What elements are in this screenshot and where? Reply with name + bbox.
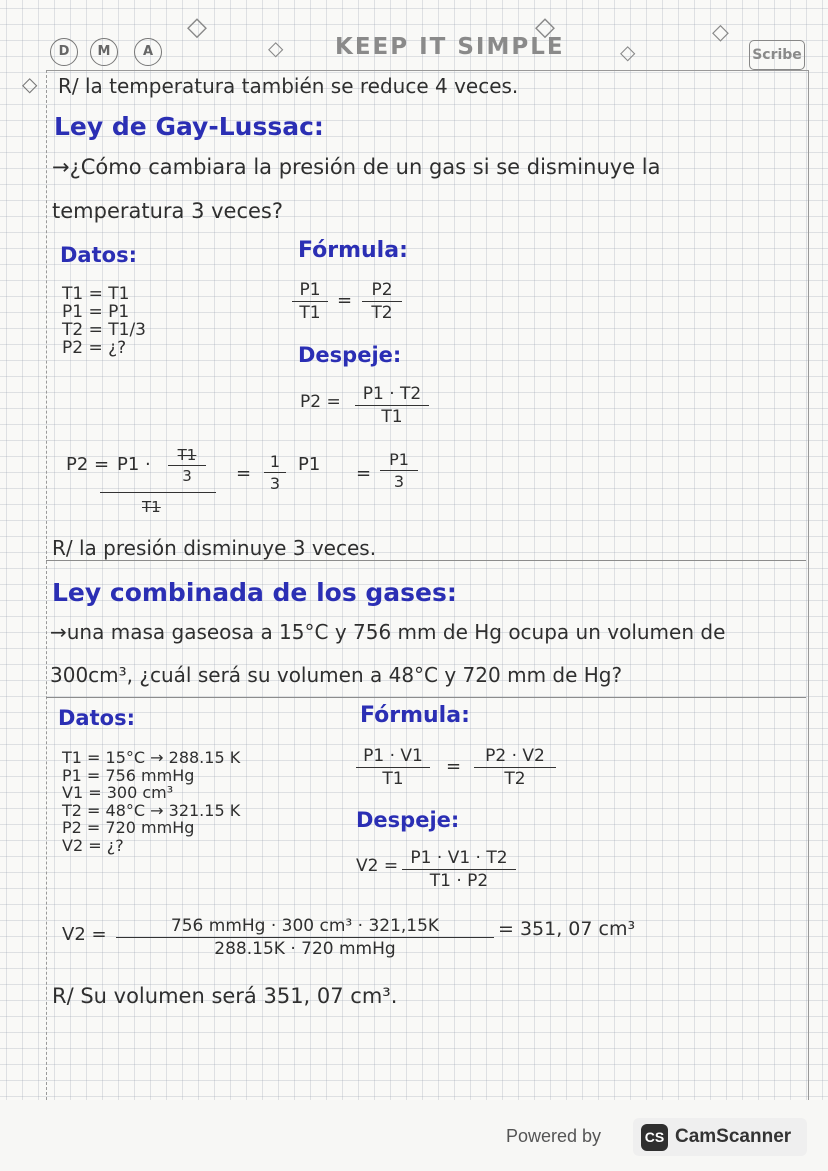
gl-formula-den-right: T2 (371, 303, 393, 323)
gl-solve-inner-top: T1 (177, 446, 197, 464)
gl-solve-den: T1 (142, 498, 161, 516)
gl-solve-mid-var: P1 (298, 454, 321, 475)
gl-formula-equals: = (337, 290, 353, 311)
cg-solve-fraction (116, 916, 494, 959)
dato-p1: P1 = 756 mmHg (62, 765, 195, 785)
gl-solve-inner-bot: 3 (182, 467, 192, 485)
dato-t2: T2 = 48°C → 321.15 K (62, 800, 241, 820)
cg-formula-den-right: T2 (504, 769, 526, 789)
gay-lussac-datos-list (62, 285, 146, 357)
gl-solve-inner-fraction (168, 446, 206, 485)
gl-solve-num-a: P1 · (117, 454, 151, 475)
cg-solve-den: 288.15K · 720 mmHg (214, 939, 396, 959)
scribe-badge: Scribe (749, 40, 805, 70)
gl-solve-mid-num: 1 (269, 452, 281, 471)
gl-solve-eq2: = (356, 463, 372, 484)
gay-lussac-question-line-2: temperatura 3 veces? (52, 199, 284, 223)
combined-formula-label: Fórmula: (360, 703, 470, 728)
diamond-icon: ◇ (268, 36, 284, 60)
combined-despeje-label: Despeje: (356, 808, 460, 832)
previous-answer: R/ la temperatura también se reduce 4 veces. (58, 74, 519, 98)
cg-despeje-lhs: V2 = (356, 856, 399, 876)
gl-solve-main-bar (100, 492, 216, 493)
gay-lussac-formula-label: Fórmula: (298, 238, 408, 263)
gay-lussac-question-line-1: →¿Cómo cambiara la presión de un gas si se disminuye la (52, 155, 661, 179)
gay-lussac-answer: R/ la presión disminuye 3 veces. (52, 536, 377, 560)
gay-lussac-title: Ley de Gay-Lussac: (54, 112, 324, 141)
dato-v1: V1 = 300 cm³ (62, 783, 174, 802)
gl-despeje-fraction (355, 384, 429, 427)
rule-line (46, 560, 806, 561)
cg-formula-num-right: P2 · V2 (485, 746, 545, 766)
dato-p1: P1 = P1 (62, 302, 130, 322)
diamond-icon: ◇ (620, 40, 636, 64)
gl-despeje-den: T1 (381, 407, 403, 427)
gl-solve-lhs: P2 = (66, 454, 110, 475)
gl-formula-num-right: P2 (371, 280, 393, 300)
combined-question-line-1: →una masa gaseosa a 15°C y 756 mm de Hg ocupa un volumen de (50, 620, 726, 644)
cg-formula-num-left: P1 · V1 (363, 746, 423, 766)
combined-question-line-2: 300cm³, ¿cuál será su volumen a 48°C y 720 mm de Hg? (50, 663, 623, 687)
cg-formula-left-fraction (356, 746, 430, 789)
gl-solve-right-den: 3 (393, 472, 405, 491)
combined-datos-label: Datos: (58, 706, 135, 730)
header-circle-m: M (90, 38, 118, 66)
gl-formula-right-fraction (362, 280, 402, 323)
gl-despeje-num: P1 · T2 (362, 384, 422, 404)
gay-lussac-despeje-label: Despeje: (298, 343, 402, 367)
cg-solve-lhs: V2 = (62, 924, 107, 945)
margin-line (46, 70, 47, 1100)
gl-solve-mid-den: 3 (269, 474, 281, 493)
dato-p2: P2 = 720 mmHg (62, 818, 195, 837)
brand-title: KEEP IT SIMPLE (335, 34, 565, 60)
diamond-icon: ◇ (22, 72, 38, 96)
gl-formula-num-left: P1 (299, 280, 321, 300)
cg-solve-result: = 351, 07 cm³ (498, 918, 636, 940)
cg-solve-num: 756 mmHg · 300 cm³ · 321,15K (170, 916, 440, 936)
cg-despeje-fraction (402, 848, 516, 891)
combined-datos-list (62, 749, 240, 854)
gl-solve-right-fraction (380, 450, 418, 491)
dato-t1: T1 = T1 (62, 284, 130, 304)
combined-title: Ley combinada de los gases: (52, 578, 457, 607)
cg-formula-right-fraction (474, 746, 556, 789)
gl-formula-den-left: T1 (299, 303, 321, 323)
diamond-icon: ◇ (187, 12, 207, 42)
gl-solve-eq1: = (236, 463, 252, 484)
diamond-icon: ◇ (712, 20, 729, 45)
powered-by-text: Powered by (506, 1126, 602, 1146)
dato-p2: P2 = ¿? (62, 338, 127, 358)
cg-despeje-den: T1 · P2 (429, 871, 489, 891)
cg-formula-den-left: T1 (382, 769, 404, 789)
camscanner-logo-icon: CS (641, 1124, 668, 1151)
cg-despeje-num: P1 · V1 · T2 (410, 848, 508, 868)
dato-t2: T2 = T1/3 (62, 320, 146, 340)
diamond-icon: ◇ (535, 12, 555, 42)
dato-v2: V2 = ¿? (62, 835, 124, 855)
gl-solve-mid-fraction (264, 452, 286, 493)
rule-line (46, 697, 806, 698)
gl-despeje-lhs: P2 = (300, 392, 341, 412)
cg-formula-equals: = (446, 756, 462, 777)
header-circle-a: A (134, 38, 162, 66)
gay-lussac-datos-label: Datos: (60, 243, 137, 267)
dato-t1: T1 = 15°C → 288.15 K (62, 748, 241, 767)
combined-answer: R/ Su volumen será 351, 07 cm³. (52, 984, 398, 1008)
header-circle-d: D (50, 38, 78, 66)
gl-solve-right-num: P1 (389, 450, 409, 469)
camscanner-name: CamScanner (675, 1126, 792, 1147)
gl-formula-left-fraction (292, 280, 328, 323)
